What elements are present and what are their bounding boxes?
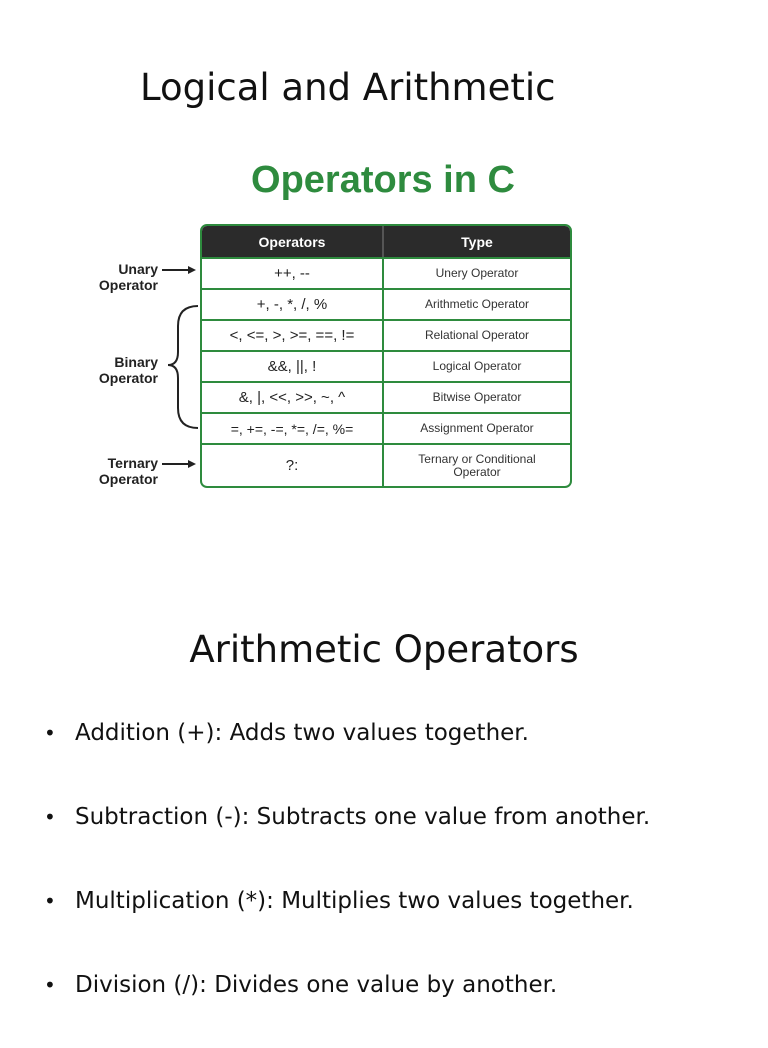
table-row [202,288,570,319]
cell-type: Unery Operator [435,266,519,280]
bullet-list [44,712,744,1048]
header-operators: Operators [202,226,384,257]
bullet-text: Subtraction (-): Subtracts one value from another. [75,804,651,830]
table-row [202,319,570,350]
cell-operators: <, <=, >, >=, ==, != [202,321,384,350]
table-row [202,350,570,381]
list-item [44,964,744,1006]
operators-figure [78,150,668,500]
bullet-icon: • [44,721,56,745]
cell-type: Ternary or Conditional Operator [418,451,536,479]
section-heading: Arithmetic Operators [189,628,579,671]
table-row [202,412,570,443]
unary-arrowhead [188,266,196,274]
operators-table [200,224,572,488]
table-header [202,226,570,257]
bullet-text: Division (/): Divides one value by another. [75,972,558,998]
cell-type: Arithmetic Operator [424,297,530,311]
cell-operators: +, -, *, /, % [202,290,384,319]
table-row [202,443,570,486]
side-label-unary: Unary Operator [98,261,158,293]
list-item [44,880,744,922]
bullet-icon: • [44,889,56,913]
cell-type: Bitwise Operator [432,390,522,404]
cell-operators: &&, ||, ! [202,352,384,381]
binary-brace [168,306,198,428]
cell-type: Assignment Operator [420,421,534,435]
cell-type: Logical Operator [432,359,522,373]
list-item [44,712,744,754]
cell-operators: ++, -- [202,259,384,288]
bullet-icon: • [44,973,56,997]
ternary-arrowhead [188,460,196,468]
cell-operators: =, +=, -=, *=, /=, %= [202,414,384,443]
bullet-icon: • [44,805,56,829]
side-label-ternary: Ternary Operator [98,455,158,487]
header-type: Type [461,233,493,250]
cell-operators: &, |, <<, >>, ~, ^ [202,383,384,412]
table-row [202,257,570,288]
side-label-binary: Binary Operator [98,354,158,386]
slide-title: Logical and Arithmetic [140,66,556,109]
cell-operators: ?: [202,445,384,486]
list-item [44,796,744,838]
cell-type: Relational Operator [424,328,530,342]
bullet-text: Multiplication (*): Multiplies two values together. [75,888,634,914]
figure-title: Operators in C [251,159,515,201]
bullet-text: Addition (+): Adds two values together. [75,720,529,746]
table-row [202,381,570,412]
